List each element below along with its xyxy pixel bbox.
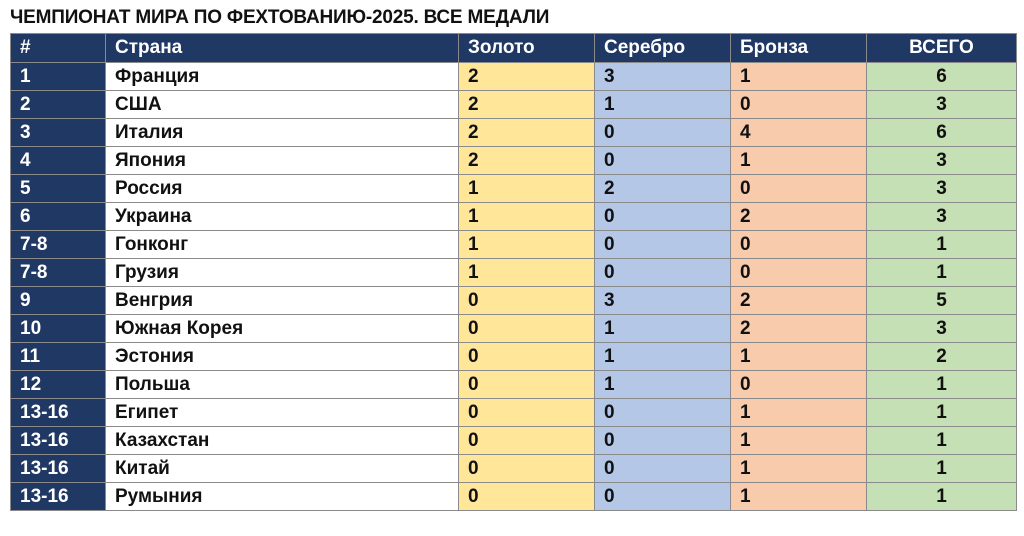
gold-cell: 2 bbox=[459, 63, 595, 91]
rank-cell: 3 bbox=[11, 119, 106, 147]
country-cell: Китай bbox=[106, 455, 459, 483]
silver-cell: 3 bbox=[595, 63, 731, 91]
gold-cell: 2 bbox=[459, 147, 595, 175]
gold-cell: 0 bbox=[459, 315, 595, 343]
table-row bbox=[11, 455, 1017, 483]
gold-cell: 2 bbox=[459, 91, 595, 119]
silver-cell: 0 bbox=[595, 203, 731, 231]
gold-cell: 0 bbox=[459, 455, 595, 483]
gold-cell: 2 bbox=[459, 119, 595, 147]
silver-cell: 0 bbox=[595, 147, 731, 175]
rank-cell: 11 bbox=[11, 343, 106, 371]
header-row bbox=[11, 34, 1017, 63]
table-row bbox=[11, 147, 1017, 175]
rank-cell: 5 bbox=[11, 175, 106, 203]
page-title: ЧЕМПИОНАТ МИРА ПО ФЕХТОВАНИЮ-2025. ВСЕ МЕДАЛИ bbox=[10, 7, 550, 28]
silver-cell: 0 bbox=[595, 427, 731, 455]
table-row bbox=[11, 119, 1017, 147]
rank-cell: 13-16 bbox=[11, 399, 106, 427]
silver-cell: 2 bbox=[595, 175, 731, 203]
country-cell: Польша bbox=[106, 371, 459, 399]
table-row bbox=[11, 399, 1017, 427]
total-cell: 6 bbox=[867, 119, 1017, 147]
silver-cell: 0 bbox=[595, 455, 731, 483]
table-row bbox=[11, 91, 1017, 119]
header-total: ВСЕГО bbox=[867, 34, 1017, 63]
country-cell: Грузия bbox=[106, 259, 459, 287]
bronze-cell: 1 bbox=[731, 455, 867, 483]
total-cell: 1 bbox=[867, 455, 1017, 483]
country-cell: Южная Корея bbox=[106, 315, 459, 343]
gold-cell: 0 bbox=[459, 399, 595, 427]
total-cell: 1 bbox=[867, 231, 1017, 259]
header-rank: # bbox=[11, 34, 106, 63]
gold-cell: 0 bbox=[459, 483, 595, 511]
bronze-cell: 1 bbox=[731, 399, 867, 427]
silver-cell: 1 bbox=[595, 371, 731, 399]
rank-cell: 1 bbox=[11, 63, 106, 91]
country-cell: Эстония bbox=[106, 343, 459, 371]
header-silver: Серебро bbox=[595, 34, 731, 63]
country-cell: Венгрия bbox=[106, 287, 459, 315]
table-row bbox=[11, 483, 1017, 511]
total-cell: 1 bbox=[867, 399, 1017, 427]
bronze-cell: 1 bbox=[731, 427, 867, 455]
rank-cell: 7-8 bbox=[11, 259, 106, 287]
gold-cell: 1 bbox=[459, 203, 595, 231]
total-cell: 3 bbox=[867, 147, 1017, 175]
bronze-cell: 0 bbox=[731, 231, 867, 259]
silver-cell: 1 bbox=[595, 315, 731, 343]
silver-cell: 1 bbox=[595, 343, 731, 371]
bronze-cell: 1 bbox=[731, 147, 867, 175]
rank-cell: 13-16 bbox=[11, 455, 106, 483]
total-cell: 3 bbox=[867, 203, 1017, 231]
country-cell: Франция bbox=[106, 63, 459, 91]
header-bronze: Бронза bbox=[731, 34, 867, 63]
total-cell: 2 bbox=[867, 343, 1017, 371]
header-gold: Золото bbox=[459, 34, 595, 63]
table-row bbox=[11, 203, 1017, 231]
total-cell: 1 bbox=[867, 371, 1017, 399]
bronze-cell: 2 bbox=[731, 287, 867, 315]
bronze-cell: 0 bbox=[731, 259, 867, 287]
rank-cell: 9 bbox=[11, 287, 106, 315]
table-row bbox=[11, 427, 1017, 455]
table-row bbox=[11, 287, 1017, 315]
gold-cell: 1 bbox=[459, 259, 595, 287]
rank-cell: 4 bbox=[11, 147, 106, 175]
gold-cell: 1 bbox=[459, 175, 595, 203]
country-cell: США bbox=[106, 91, 459, 119]
rank-cell: 6 bbox=[11, 203, 106, 231]
bronze-cell: 2 bbox=[731, 315, 867, 343]
table-row bbox=[11, 63, 1017, 91]
silver-cell: 3 bbox=[595, 287, 731, 315]
table-row bbox=[11, 175, 1017, 203]
table-row bbox=[11, 343, 1017, 371]
gold-cell: 1 bbox=[459, 231, 595, 259]
total-cell: 3 bbox=[867, 175, 1017, 203]
country-cell: Египет bbox=[106, 399, 459, 427]
total-cell: 1 bbox=[867, 259, 1017, 287]
rank-cell: 7-8 bbox=[11, 231, 106, 259]
silver-cell: 0 bbox=[595, 259, 731, 287]
bronze-cell: 0 bbox=[731, 175, 867, 203]
rank-cell: 2 bbox=[11, 91, 106, 119]
country-cell: Гонконг bbox=[106, 231, 459, 259]
country-cell: Россия bbox=[106, 175, 459, 203]
silver-cell: 0 bbox=[595, 483, 731, 511]
bronze-cell: 0 bbox=[731, 371, 867, 399]
header-country: Страна bbox=[106, 34, 459, 63]
total-cell: 6 bbox=[867, 63, 1017, 91]
table-row bbox=[11, 259, 1017, 287]
table-row bbox=[11, 315, 1017, 343]
country-cell: Украина bbox=[106, 203, 459, 231]
rank-cell: 13-16 bbox=[11, 427, 106, 455]
total-cell: 3 bbox=[867, 91, 1017, 119]
total-cell: 1 bbox=[867, 483, 1017, 511]
silver-cell: 0 bbox=[595, 231, 731, 259]
bronze-cell: 4 bbox=[731, 119, 867, 147]
gold-cell: 0 bbox=[459, 427, 595, 455]
rank-cell: 10 bbox=[11, 315, 106, 343]
silver-cell: 0 bbox=[595, 399, 731, 427]
silver-cell: 1 bbox=[595, 91, 731, 119]
bronze-cell: 2 bbox=[731, 203, 867, 231]
bronze-cell: 1 bbox=[731, 63, 867, 91]
rank-cell: 13-16 bbox=[11, 483, 106, 511]
total-cell: 1 bbox=[867, 427, 1017, 455]
medal-table bbox=[10, 33, 1017, 511]
bronze-cell: 1 bbox=[731, 343, 867, 371]
country-cell: Румыния bbox=[106, 483, 459, 511]
table-row bbox=[11, 231, 1017, 259]
total-cell: 5 bbox=[867, 287, 1017, 315]
country-cell: Италия bbox=[106, 119, 459, 147]
table-row bbox=[11, 371, 1017, 399]
bronze-cell: 0 bbox=[731, 91, 867, 119]
country-cell: Казахстан bbox=[106, 427, 459, 455]
total-cell: 3 bbox=[867, 315, 1017, 343]
rank-cell: 12 bbox=[11, 371, 106, 399]
bronze-cell: 1 bbox=[731, 483, 867, 511]
country-cell: Япония bbox=[106, 147, 459, 175]
gold-cell: 0 bbox=[459, 371, 595, 399]
silver-cell: 0 bbox=[595, 119, 731, 147]
medal-table-body bbox=[11, 63, 1017, 511]
gold-cell: 0 bbox=[459, 343, 595, 371]
gold-cell: 0 bbox=[459, 287, 595, 315]
